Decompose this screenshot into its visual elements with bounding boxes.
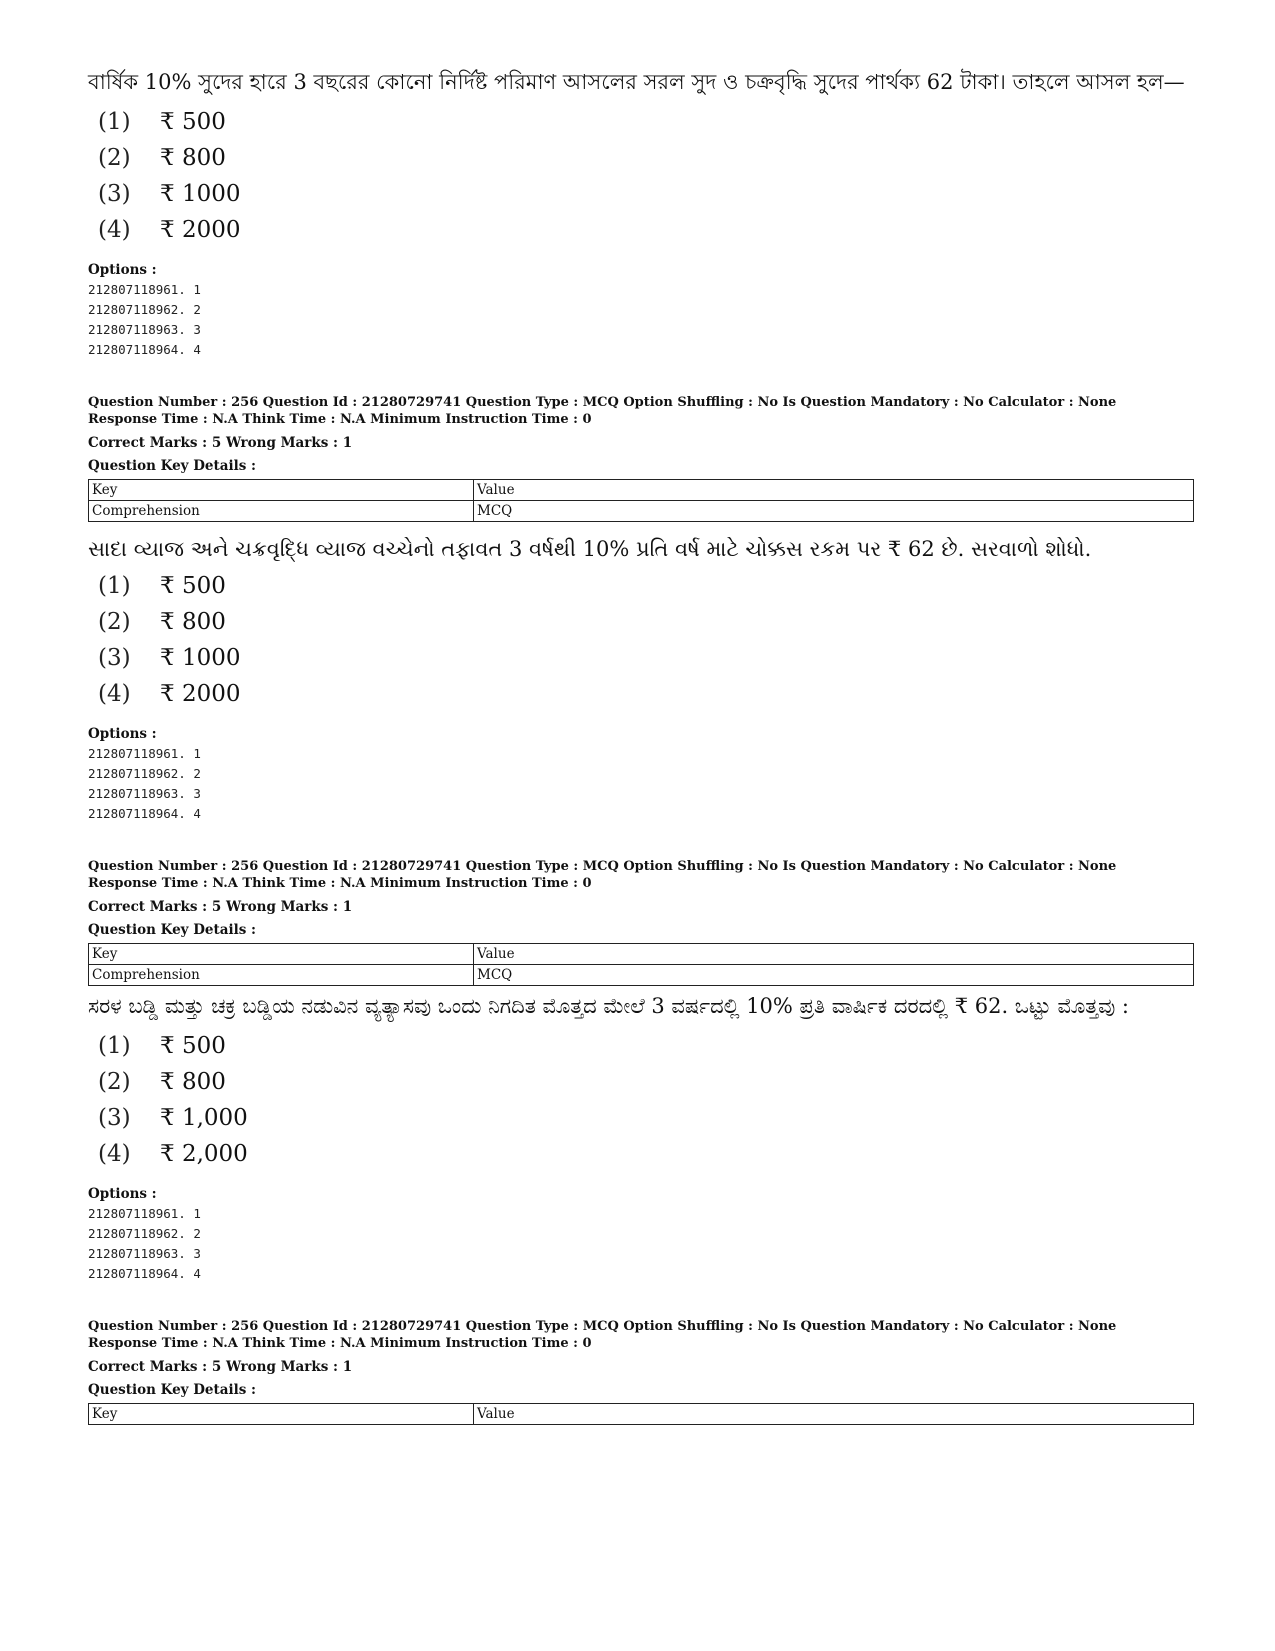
option-number: (4) — [98, 1141, 131, 1167]
table-header-value: Value — [474, 944, 1194, 965]
question-block-gujarati — [88, 394, 1188, 824]
key-details-table — [88, 1403, 1194, 1425]
key-details-label: Question Key Details : — [88, 458, 257, 474]
table-cell-key: Comprehension — [89, 501, 474, 522]
option-value: ₹ 2000 — [160, 217, 241, 243]
option-id: 212807118963. 3 — [88, 786, 201, 801]
question-block-next — [88, 1318, 1188, 1425]
option-number: (1) — [98, 573, 131, 599]
option-item — [98, 604, 1188, 640]
question-info-line: Response Time : N.A Think Time : N.A Minimum Instruction Time : 0 — [88, 1336, 592, 1351]
option-value: ₹ 2,000 — [160, 1141, 248, 1167]
question-block-kannada — [88, 858, 1188, 1284]
option-value: ₹ 1,000 — [160, 1105, 248, 1131]
question-info — [88, 858, 1188, 892]
option-number: (3) — [98, 1105, 131, 1131]
option-item — [98, 1100, 1188, 1136]
option-item — [98, 568, 1188, 604]
key-details-label: Question Key Details : — [88, 1382, 257, 1398]
option-item — [98, 1028, 1188, 1064]
question-info-line: Response Time : N.A Think Time : N.A Minimum Instruction Time : 0 — [88, 412, 592, 427]
option-value: ₹ 500 — [160, 109, 226, 135]
table-row — [89, 965, 1194, 986]
options-list — [98, 1028, 1188, 1172]
option-item — [98, 104, 1188, 140]
table-header-value: Value — [474, 1404, 1194, 1425]
table-header-key: Key — [89, 944, 474, 965]
question-info-line: Question Number : 256 Question Id : 21280729741 Question Type : MCQ Option Shuffling : No Is Question Mandatory : No Calculator : None — [88, 395, 1117, 410]
table-header-value: Value — [474, 480, 1194, 501]
option-id: 212807118964. 4 — [88, 806, 201, 821]
marks-line: Correct Marks : 5 Wrong Marks : 1 — [88, 1359, 353, 1375]
key-details-label: Question Key Details : — [88, 922, 257, 938]
option-id: 212807118962. 2 — [88, 1226, 201, 1241]
option-id: 212807118964. 4 — [88, 342, 201, 357]
option-number: (2) — [98, 145, 131, 171]
option-value: ₹ 500 — [160, 1033, 226, 1059]
question-text: বার্ষিক 10% সুদের হারে 3 বছরের কোনো নির্দিষ্ট পরিমাণ আসলের সরল সুদ ও চক্রবৃদ্ধি সুদের পার্থক্য 62 টাকা। তাহলে আসল হল— — [88, 70, 1185, 94]
option-id: 212807118963. 3 — [88, 1246, 201, 1261]
option-value: ₹ 800 — [160, 1069, 226, 1095]
option-value: ₹ 1000 — [160, 645, 241, 671]
table-header-row — [89, 944, 1194, 965]
option-id: 212807118962. 2 — [88, 766, 201, 781]
question-info-line: Question Number : 256 Question Id : 21280729741 Question Type : MCQ Option Shuffling : No Is Question Mandatory : No Calculator : None — [88, 1319, 1117, 1334]
table-header-key: Key — [89, 1404, 474, 1425]
question-text: સાદા વ્યાજ અને ચક્રવૃદ્ધિ વ્યાજ વચ્ચેનો તફાવત 3 વર્ષથી 10% પ્રતિ વર્ષ માટે ચોક્કસ રકમ પર ₹ 62 છે. સરવાળો શોધો. — [88, 537, 1092, 561]
option-number: (1) — [98, 1033, 131, 1059]
table-cell-value: MCQ — [474, 965, 1194, 986]
question-block-bengali — [88, 62, 1188, 360]
question-info — [88, 1318, 1188, 1352]
option-number: (1) — [98, 109, 131, 135]
option-number: (3) — [98, 181, 131, 207]
option-item — [98, 676, 1188, 712]
key-details-table — [88, 943, 1194, 986]
option-item — [98, 212, 1188, 248]
options-list — [98, 568, 1188, 712]
option-id: 212807118964. 4 — [88, 1266, 201, 1281]
option-id: 212807118962. 2 — [88, 302, 201, 317]
question-info-line: Question Number : 256 Question Id : 21280729741 Question Type : MCQ Option Shuffling : No Is Question Mandatory : No Calculator : None — [88, 859, 1117, 874]
table-header-key: Key — [89, 480, 474, 501]
marks-line: Correct Marks : 5 Wrong Marks : 1 — [88, 435, 353, 451]
option-item — [98, 640, 1188, 676]
option-value: ₹ 800 — [160, 145, 226, 171]
options-label: Options : — [88, 262, 157, 278]
option-id: 212807118961. 1 — [88, 1206, 201, 1221]
table-cell-key: Comprehension — [89, 965, 474, 986]
option-value: ₹ 800 — [160, 609, 226, 635]
question-info — [88, 394, 1188, 428]
table-row — [89, 501, 1194, 522]
option-id-list — [88, 744, 1188, 824]
option-item — [98, 140, 1188, 176]
options-label: Options : — [88, 1186, 157, 1202]
key-details-table — [88, 479, 1194, 522]
option-value: ₹ 500 — [160, 573, 226, 599]
option-id-list — [88, 280, 1188, 360]
options-label: Options : — [88, 726, 157, 742]
option-number: (3) — [98, 645, 131, 671]
option-number: (4) — [98, 217, 131, 243]
option-item — [98, 1136, 1188, 1172]
option-number: (4) — [98, 681, 131, 707]
table-header-row — [89, 1404, 1194, 1425]
marks-line: Correct Marks : 5 Wrong Marks : 1 — [88, 899, 353, 915]
option-item — [98, 176, 1188, 212]
option-id-list — [88, 1204, 1188, 1284]
options-list — [98, 104, 1188, 248]
option-number: (2) — [98, 609, 131, 635]
question-text: ಸರಳ ಬಡ್ಡಿ ಮತ್ತು ಚಕ್ರ ಬಡ್ಡಿಯ ನಡುವಿನ ವ್ಯತ್ಯಾಸವು ಒಂದು ನಿಗದಿತ ಮೊತ್ತದ ಮೇಲೆ 3 ವರ್ಷದಲ್ಲಿ 10% ಪ್ರತಿ ವಾರ್ಷಿಕ ದರದಲ್ಲಿ ₹ 62. ಒಟ್ಟು ಮೊತ್ತವು : — [88, 994, 1130, 1018]
document-page — [88, 62, 1188, 1425]
table-cell-value: MCQ — [474, 501, 1194, 522]
option-item — [98, 1064, 1188, 1100]
option-id: 212807118963. 3 — [88, 322, 201, 337]
question-info-line: Response Time : N.A Think Time : N.A Minimum Instruction Time : 0 — [88, 876, 592, 891]
option-number: (2) — [98, 1069, 131, 1095]
option-id: 212807118961. 1 — [88, 282, 201, 297]
option-id: 212807118961. 1 — [88, 746, 201, 761]
option-value: ₹ 2000 — [160, 681, 241, 707]
table-header-row — [89, 480, 1194, 501]
option-value: ₹ 1000 — [160, 181, 241, 207]
